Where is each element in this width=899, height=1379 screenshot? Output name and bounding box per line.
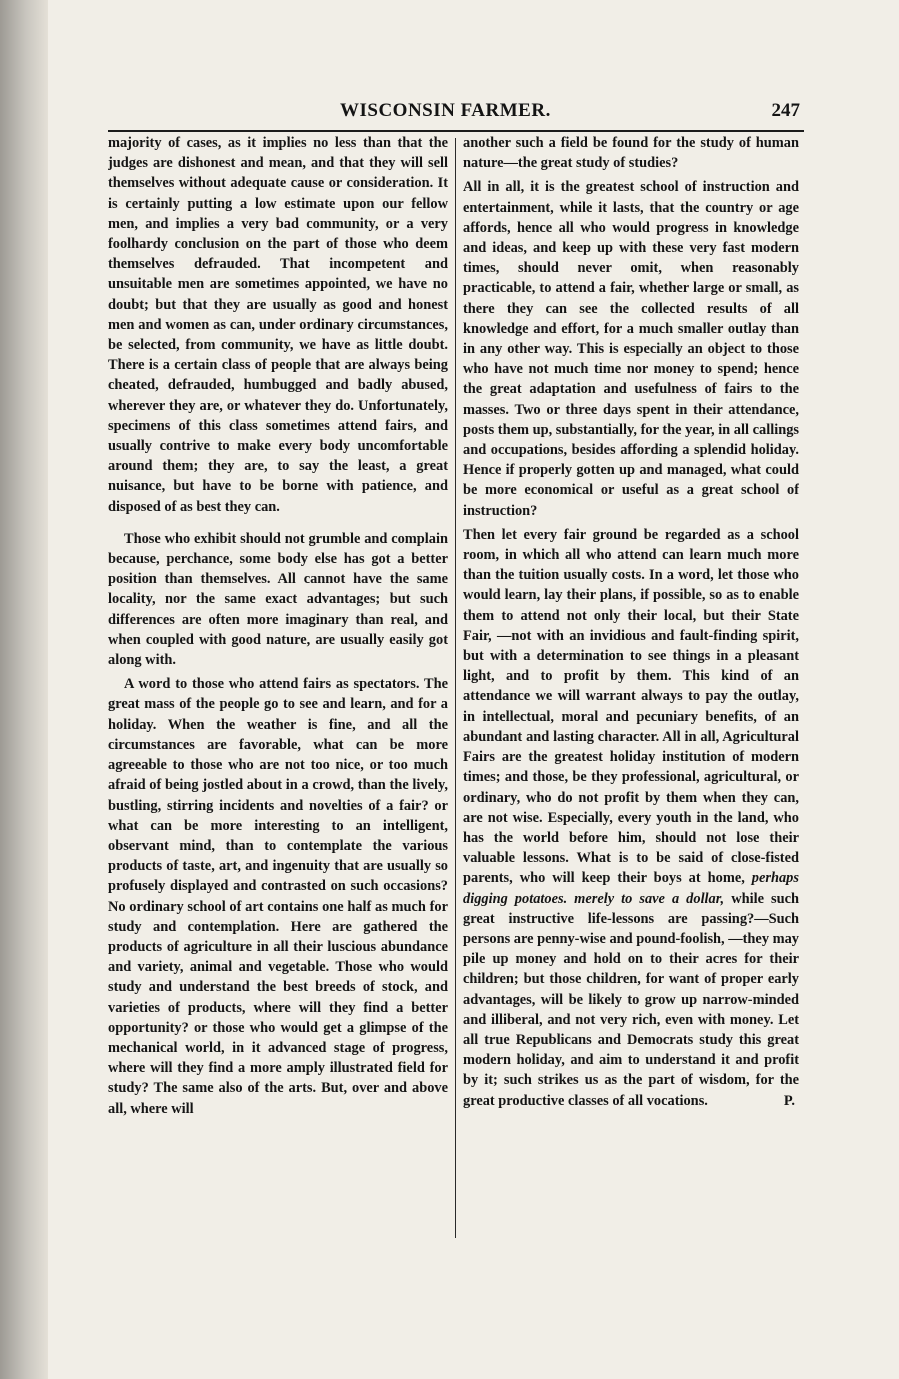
signature: P. xyxy=(783,1092,795,1109)
paragraph-human-nature: another such a field be found for the study of human nature—the great study of studies? xyxy=(463,135,799,172)
paragraph-spectators: A word to those who attend fairs as spectators. The great mass of the people go to see and learn, and for a holiday. When the weather is fine, and all the circumstances are favorable, what can be more agreeable to those who are not too nice, or too much afraid of being jostled about in a crowd, than the lively, bustling, stirring incidents and novelties of a fair? or what can be more interesting to an intelligent, observant mind, than to contemplate the various products of taste, art, and ingenuity that are usually so profusely displayed and contrasted on such occasions? No ordinary school of art contains one half as much for study and contemplation. Here are gathered the products of agriculture in all their luscious abundance and variety, animal and vegetable. Those who would study and understand the best breeds of stock, and varieties of products, where will they find a better opportunity? or those who would get a glimpse of the mechanical world, in it advanced stage of progress, where will they find a more amply illustrated field for study? The same also of the arts. But, over and above all, where will xyxy=(108,676,448,1117)
column-rule xyxy=(455,138,456,1238)
paragraph-fair-ground-tail: while such great instructive life-lessons are passing?—Such persons are penny-wise and pound-foolish, —they may pile up money and hold on to their acres for their children; but those children, for want of proper early advantages, will be likely to grow up narrow-minded and illiberal, and not very rich, even with money. Let all true Republicans and Democrats study this great modern holiday, and aim to understand it and profit by it; such strikes us as the part of wisdom, for the great productive classes of all vocations. xyxy=(463,890,799,1109)
paragraph-fair-ground xyxy=(463,525,799,1111)
italic-phrase: perhaps digging potatoes. merely to save a dollar, xyxy=(463,870,799,907)
running-head xyxy=(108,98,802,130)
page-number: 247 xyxy=(771,100,800,121)
header-rule xyxy=(108,130,804,132)
paragraph-exhibitors: Those who exhibit should not grumble and complain because, perchance, some body else has got a better position than themselves. All cannot have the same locality, nor the same exact advantages; but such differences are often more imaginary than real, and when coupled with good nature, are usually easily got along with. xyxy=(108,530,448,669)
scan-page-edge xyxy=(0,0,48,1379)
left-column xyxy=(108,133,448,1243)
paragraph-school: All in all, it is the greatest school of instruction and entertainment, while it lasts, that the country or age affords, hence all who would progress in knowledge and ideas, and keep up with these very fast modern times, should never omit, when reasonably practicable, to attend a fair, whether large or small, as there they can see the collected results of all knowledge and effort, for a much smaller outlay than in any other way. This is especially an object to those who have not much time nor money to spend; hence the great adaptation and usefulness of fairs to the masses. Two or three days spent in their attendance, posts them up, substantially, for the year, in all callings and occupations, besides affording a splendid holiday. Hence if properly gotten up and managed, what could be more economical or useful as a great school of instruction? xyxy=(463,179,799,519)
right-column xyxy=(463,133,799,1243)
running-title: WISCONSIN FARMER. xyxy=(340,100,551,121)
paragraph-fair-ground-text: Then let every fair ground be regarded as a school room, in which all who attend can learn much more than the tuition usually costs. In a word, let those who would learn, lay their plans, if possible, so as to enable them to attend not only their local, but their State Fair, —not with an invidious and fault-finding spirit, but with a determination to see things in a pleasant light, and to profit by them. This kind of an attendance we will warrant always to pay the outlay, in intellectual, moral and pecuniary benefits, of an abundant and lasting character. All in all, Agricultural Fairs are the greatest holiday institution of modern times; and those, be they professional, agricultural, or ordinary, who do not profit by them when they can, are not wise. Especially, every youth in the land, who has the world before him, should not lose their valuable lessons. What is to be said of close-fisted parents, who will keep their boys at home, xyxy=(463,526,799,887)
paragraph-judges: majority of cases, as it implies no less than that the judges are dishonest and mean, and that they will sell themselves without adequate cause or consideration. It is certainly putting a low estimate upon our fellow men, and implies a very bad community, or a very foolhardy conclusion on the part of those who deem themselves defrauded. That incompetent and unsuitable men are sometimes appointed, we have no doubt; but that they are usually as good and honest men and women as can, under ordinary circumstances, be selected, from community, we have as little doubt. There is a certain class of people that are always being cheated, defrauded, humbugged and badly abused, wherever they are, or whatever they do. Unfortunately, specimens of this class sometimes attend fairs, and usually contrive to make every body uncomfortable around them; they are, to say the least, a great nuisance, but have to be borne with patience, and disposed of as best they can. xyxy=(108,135,448,515)
